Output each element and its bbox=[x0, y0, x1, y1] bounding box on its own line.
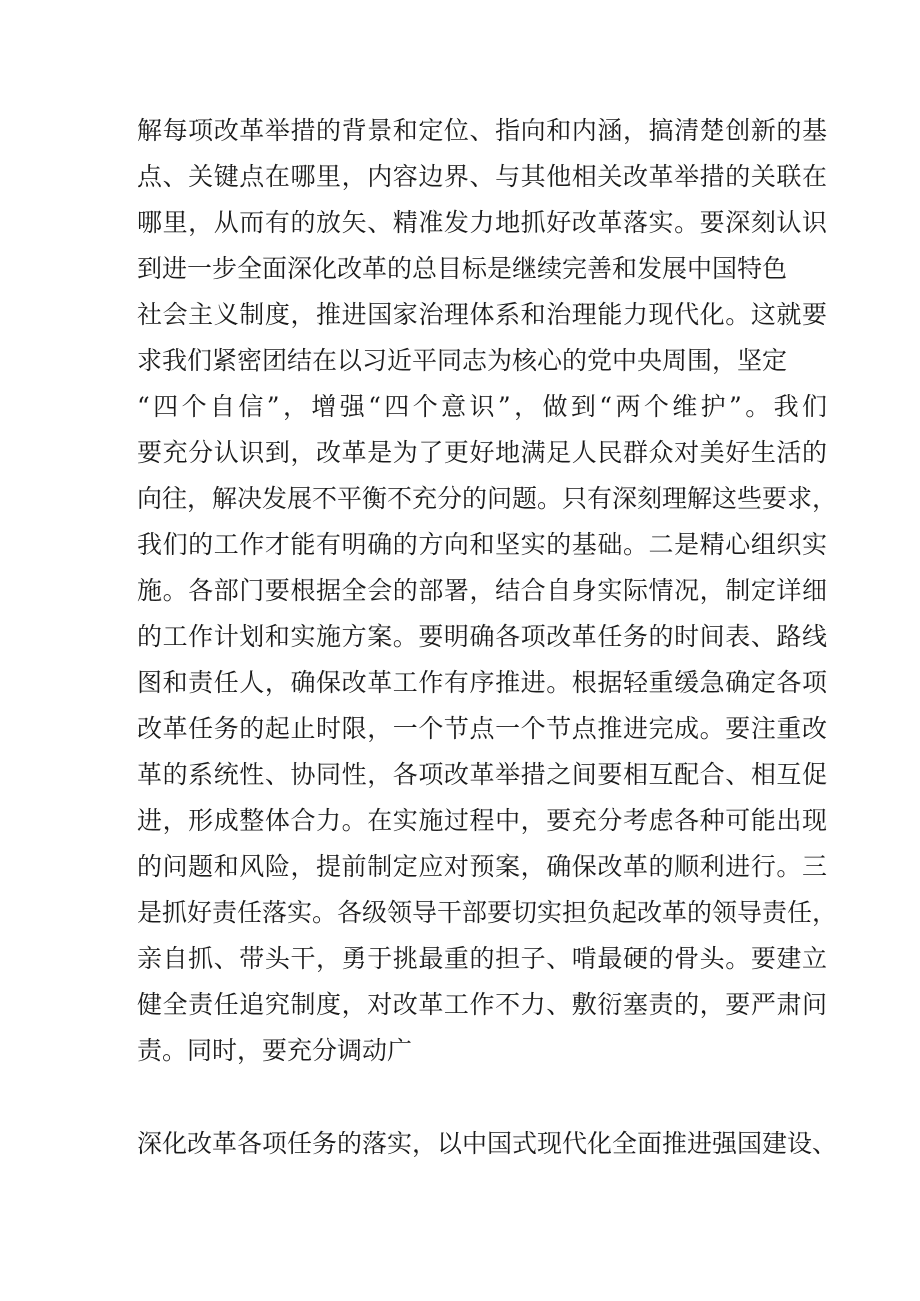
text-line: 向往，解决发展不平衡不充分的问题。只有深刻理解这些要求， bbox=[137, 484, 838, 513]
body-paragraph bbox=[137, 108, 838, 1074]
text-line: 健全责任追究制度，对改革工作不力、敷衍塞责的，要严肃问 bbox=[137, 990, 827, 1019]
text-line: “四个自信”，增强“四个意识”，做到“两个维护”。我们 bbox=[137, 392, 827, 421]
text-line: 图和责任人，确保改革工作有序推进。根据轻重缓急确定各项 bbox=[137, 668, 827, 697]
text-line: 是抓好责任落实。各级领导干部要切实担负起改革的领导责任， bbox=[137, 898, 838, 927]
text-line: 施。各部门要根据全会的部署，结合自身实际情况，制定详细 bbox=[137, 576, 827, 605]
text-line: 的问题和风险，提前制定应对预案，确保改革的顺利进行。三 bbox=[137, 852, 827, 881]
tail-paragraph bbox=[137, 1121, 838, 1167]
text-line: 哪里，从而有的放矢、精准发力地抓好改革落实。要深刻认识 bbox=[137, 208, 827, 237]
text-line: 我们的工作才能有明确的方向和坚实的基础。二是精心组织实 bbox=[137, 530, 827, 559]
text-line: 的工作计划和实施方案。要明确各项改革任务的时间表、路线 bbox=[137, 622, 827, 651]
text-line: 社会主义制度，推进国家治理体系和治理能力现代化。这就要 bbox=[137, 300, 827, 329]
text-line: 点、关键点在哪里，内容边界、与其他相关改革举措的关联在 bbox=[137, 162, 827, 191]
text-line: 革的系统性、协同性，各项改革举措之间要相互配合、相互促 bbox=[137, 760, 827, 789]
text-line: 到进一步全面深化改革的总目标是继续完善和发展中国特色 bbox=[137, 254, 788, 283]
text-line: 解每项改革举措的背景和定位、指向和内涵，搞清楚创新的基 bbox=[137, 116, 827, 145]
text-line: 要充分认识到，改革是为了更好地满足人民群众对美好生活的 bbox=[137, 438, 827, 467]
text-line: 求我们紧密团结在以习近平同志为核心的党中央周围，坚定 bbox=[137, 346, 788, 375]
text-line: 深化改革各项任务的落实，以中国式现代化全面推进强国建设、 bbox=[137, 1129, 838, 1158]
text-line: 改革任务的起止时限，一个节点一个节点推进完成。要注重改 bbox=[137, 714, 827, 743]
text-line: 进，形成整体合力。在实施过程中，要充分考虑各种可能出现 bbox=[137, 806, 827, 835]
text-line: 责。同时，要充分调动广 bbox=[137, 1036, 413, 1065]
text-line: 亲自抓、带头干，勇于挑最重的担子、啃最硬的骨头。要建立 bbox=[137, 944, 827, 973]
